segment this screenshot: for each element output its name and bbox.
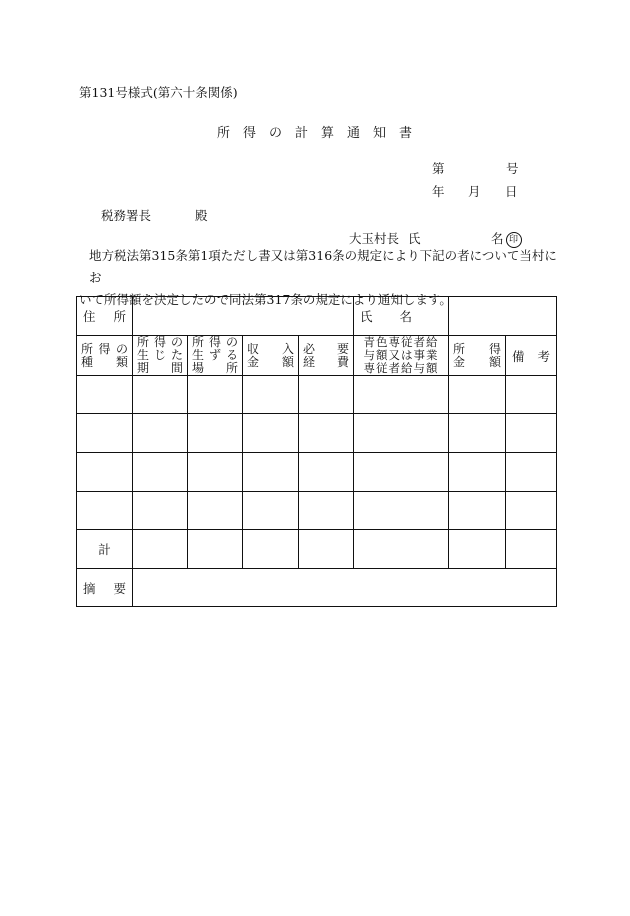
total-label: 計 [77,530,133,569]
total-row [77,530,557,569]
number-go: 号 [506,161,519,176]
summary-row [77,569,557,607]
name-label: 氏 名 [354,297,449,336]
page-title: 所得の計算通知書 [216,126,425,141]
date-day: 日 [505,184,518,199]
table-row [77,453,557,492]
table-row [77,376,557,414]
notice-line-2: いて所得額を決定したので同法第317条の規定により通知します。 [79,292,452,307]
header-place: 所 得 の 生 ず る 場 所 [188,336,243,376]
header-expenses: 必 要 経 費 [299,336,354,376]
header-row [77,336,557,376]
sender-shi: 氏 [408,231,421,246]
form-number: 第131号様式(第六十条関係) [79,85,238,100]
table-row [77,492,557,530]
date-month: 月 [468,184,481,199]
notice-line-1: 地方税法第315条第1項ただし書又は第316条の規定により下記の者について当村にお [89,248,557,285]
header-income-amount: 所 得 金 額 [449,336,506,376]
address-field[interactable] [133,297,354,336]
sender-title: 大玉村長 [349,231,400,246]
table-row [77,414,557,453]
seal-icon: 印 [506,232,522,248]
sender-mei: 名 [491,231,504,246]
header-revenue: 収 入 金 額 [243,336,299,376]
header-remarks: 備 考 [506,336,557,376]
address-label: 住 所 [77,297,133,336]
addressee-honorific: 殿 [195,208,208,223]
date-year: 年 [432,184,445,199]
header-period: 所 得 の 生 じ た 期 間 [133,336,188,376]
number-dai: 第 [432,161,445,176]
summary-label: 摘 要 [77,569,133,607]
summary-field[interactable] [133,569,557,607]
address-row [77,297,557,336]
name-field[interactable] [449,297,557,336]
addressee-office: 税務署長 [101,208,152,223]
header-income-type: 所 得 の 種 類 [77,336,133,376]
income-table [76,296,557,607]
header-blue-return-salary: 青色専従者給 与額又は事業 専従者給与額 [354,336,449,376]
